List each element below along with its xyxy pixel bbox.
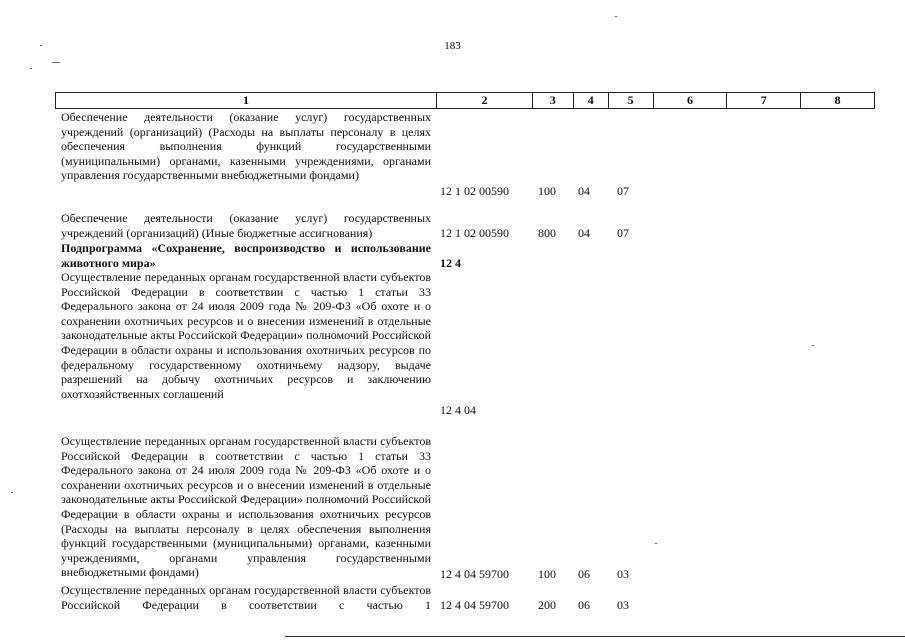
bottom-divider — [285, 636, 905, 637]
row-code: 12 1 02 00590 — [440, 184, 509, 198]
row-code: 12 4 04 59700 — [440, 598, 509, 612]
row-vr: 200 — [538, 598, 556, 612]
row-pr: 03 — [617, 598, 629, 612]
row-pr: 07 — [617, 184, 629, 198]
row-vr: 100 — [538, 184, 556, 198]
column-header-8: 8 — [834, 93, 841, 107]
row-description: Осуществление переданных органам государственной власти субъектов Российской Федерации в соответствии с частью 1 статьи 33 Федерального закона от 24 июля 2009 года № 209-ФЗ «Об охоте и о сохранении охотничьих ресурсов и о внесении изменений в отдельные законодательные акты Российской Федерации» полномочий Российской Федерации в области охраны и использования охотничьих ресурсов (Расходы на выплаты персоналу в целях обеспечения выполнения функций государственными (муниципальными) органами, казенными учреждениями, органами управления государственными внебюджетными фондами) — [61, 434, 431, 580]
column-header-7: 7 — [727, 93, 801, 108]
row-rz: 04 — [578, 226, 590, 240]
column-header-4: 4 — [574, 93, 609, 108]
row-pr: 07 — [617, 226, 629, 240]
row-code: 12 1 02 00590 — [440, 226, 509, 240]
row-code: 12 4 04 59700 — [440, 567, 509, 581]
row-rz: 06 — [578, 567, 590, 581]
page-number: 183 — [444, 40, 461, 52]
row-vr: 100 — [538, 567, 556, 581]
row-description: Подпрограмма «Сохранение, воспроизводство и использование животного мира» — [61, 241, 431, 270]
row-description: Осуществление переданных органам государственной власти субъектов Российской Федерации в соответствии с частью 1 — [61, 583, 431, 612]
row-description: Осуществление переданных органам государственной власти субъектов Российской Федерации в соответствии с частью 1 статьи 33 Федерального закона от 24 июля 2009 года № 209-ФЗ «Об охоте и о сохранении охотничьих ресурсов и о внесении изменений в отдельные законодательные акты Российской Федерации» полномочий Российской Федерации в области охраны и использования охотничьих ресурсов по федеральному государственному охотничьему надзору, выдаче разрешений на добычу охотничьих ресурсов и заключению охотхозяйственных соглашений — [61, 270, 431, 401]
row-description: Обеспечение деятельности (оказание услуг) государственных учреждений (организаций) (Иные бюджетные ассигнования) — [61, 211, 431, 240]
table-header-row — [55, 92, 875, 109]
scan-speck — [615, 16, 617, 17]
column-header-6: 6 — [654, 93, 728, 108]
row-rz: 06 — [578, 598, 590, 612]
scan-speck — [30, 68, 32, 69]
column-header-5: 5 — [609, 93, 654, 108]
row-code: 12 4 04 — [440, 403, 476, 417]
row-pr: 03 — [617, 567, 629, 581]
column-header-3: 3 — [533, 93, 574, 108]
row-vr: 800 — [538, 226, 556, 240]
scan-speck — [655, 543, 657, 544]
scan-speck — [40, 45, 42, 46]
scan-speck — [812, 345, 814, 346]
scan-speck — [52, 62, 60, 63]
column-header-2: 2 — [437, 93, 533, 108]
column-header-1: 1 — [56, 93, 437, 108]
row-rz: 04 — [578, 184, 590, 198]
scan-speck — [11, 492, 13, 493]
row-code: 12 4 — [440, 256, 461, 270]
row-description: Обеспечение деятельности (оказание услуг) государственных учреждений (организаций) (Расходы на выплаты персоналу в целях обеспечения выполнения функций государственными (муниципальными) органами, казенными учреждениями, органами управления государственными внебюджетными фондами) — [61, 110, 431, 183]
